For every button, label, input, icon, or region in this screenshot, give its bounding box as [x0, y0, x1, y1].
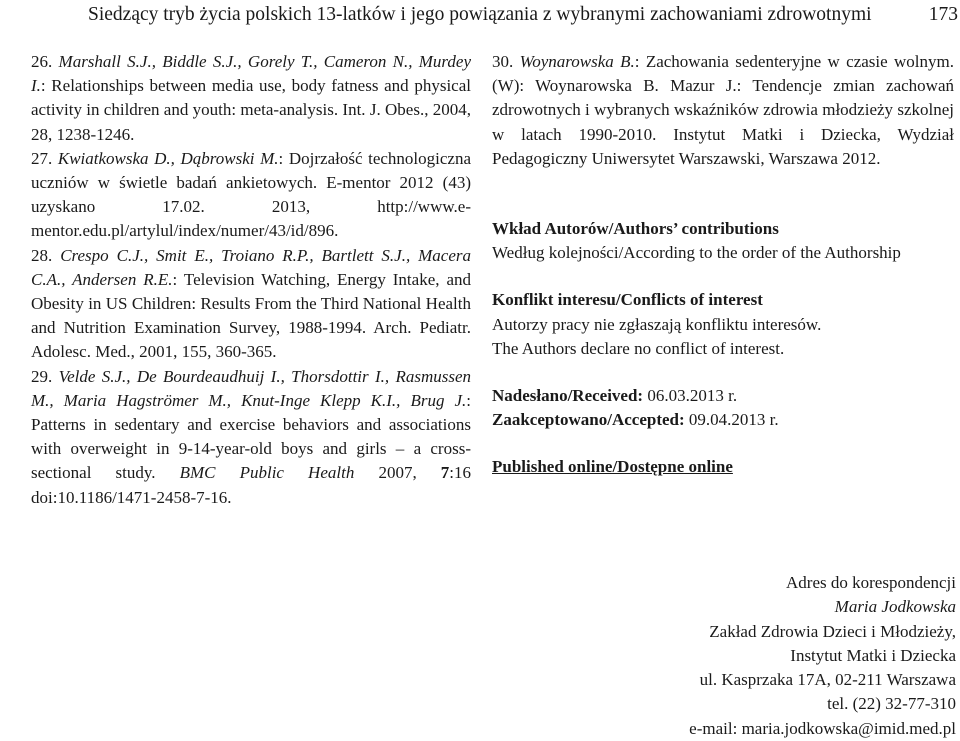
- reference-27: [31, 147, 471, 244]
- reference-authors: Crespo C.J., Smit E., Troiano R.P., Bartlett S.J., Macera C.A., Andersen R.E.: [31, 245, 471, 289]
- contributions-section: [492, 217, 954, 265]
- received-label: Nadesłano/Received:: [492, 386, 644, 406]
- received-value: 06.03.2013 r.: [643, 386, 738, 406]
- address-email[interactable]: e-mail: maria.jodkowska@imid.med.pl: [689, 718, 956, 738]
- reference-number: 27.: [31, 148, 53, 168]
- conflict-text-en: The Authors declare no conflict of interest.: [492, 338, 785, 358]
- reference-authors: Woynarowska B.: [519, 52, 635, 71]
- conflict-text-pl: Autorzy pracy nie zgłaszają konfliktu interesów.: [492, 314, 822, 334]
- reference-text: :16 doi:10.1186/1471-2458-7-16.: [31, 463, 472, 507]
- reference-29: [31, 365, 471, 510]
- address-phone: tel. (22) 32-77-310: [827, 694, 956, 714]
- contributions-text: Według kolejności/According to the order of the Authorship: [492, 243, 901, 263]
- reference-volume: 7: [440, 463, 450, 483]
- address-label: Adres do korespondencji: [786, 573, 956, 592]
- running-title: Siedzący tryb życia polskich 13-latków i jego powiązania z wybranymi zachowaniami zdrowotnymi: [88, 4, 872, 25]
- reference-text: : Television Watching, Energy Intake, and Obesity in US Children: Results From the Third National Health and Nutrition Examination Survey, 1988-1994. Arch. Pediatr. Adolesc. Med., 2001, 155, 360-365.: [31, 269, 471, 362]
- reference-28: [31, 244, 471, 365]
- published-online-link[interactable]: Published online/Dostępne online: [492, 457, 733, 477]
- conflict-heading: Konflikt interesu/Conflicts of interest: [492, 290, 763, 310]
- reference-text: : Relationships between media use, body fatness and physical activity in children and youth: meta-analysis. Int. J. Obes., 2004, 28, 1238-1246.: [31, 76, 471, 144]
- address-line: Zakład Zdrowia Dzieci i Młodzieży,: [709, 621, 956, 641]
- reference-26: [31, 50, 471, 147]
- reference-30: [492, 50, 954, 171]
- correspondence-address: [536, 571, 956, 741]
- accepted-line: [492, 408, 954, 432]
- reference-authors: Kwiatkowska D., Dąbrowski M.: [57, 148, 279, 168]
- references-column-left: [31, 50, 471, 510]
- reference-text: : Dojrzałość technologiczna uczniów w świetle badań ankietowych. E-mentor 2012 (43) uzyskano 17.02. 2013, http://www.e-mentor.edu.pl/artylul/index/numer/43/id/896.: [31, 148, 472, 241]
- accepted-label: Zaakceptowano/Accepted:: [492, 410, 685, 430]
- contributions-heading: Wkład Autorów/Authors’ contributions: [492, 219, 779, 239]
- page-number: 173: [928, 4, 958, 25]
- author-name: Maria Jodkowska: [834, 597, 956, 617]
- received-line: [492, 384, 954, 408]
- accepted-value: 09.04.2013 r.: [684, 410, 779, 430]
- right-column: [492, 50, 954, 480]
- page-header: [88, 0, 958, 30]
- address-line: Instytut Matki i Dziecka: [790, 645, 956, 665]
- reference-number: 30.: [492, 52, 514, 71]
- dates-section: [492, 384, 954, 432]
- reference-text: : Zachowania sedenteryjne w czasie wolnym. (W): Woynarowska B. Mazur J.: Tendencje zmian zachowań zdrowotnych i wybranych wskaźników zdrowia młodzieży szkolnej w latach 1990-2010. Instytut Matki i Dziecka, Wydział Pedagogiczny Uniwersytet Warszawski, Warszawa 2012.: [492, 52, 954, 168]
- reference-text: : Patterns in sedentary and exercise behaviors and associations with overweight in 9-14-year-old boys and girls – a cross-sectional study.: [31, 390, 471, 483]
- reference-authors: Marshall S.J., Biddle S.J., Gorely T., Cameron N., Murdey I.: [31, 52, 472, 96]
- address-name: [536, 595, 956, 619]
- address-line: ul. Kasprzaka 17A, 02-211 Warszawa: [699, 670, 956, 690]
- reference-journal: BMC Public Health: [179, 463, 355, 483]
- reference-authors: Velde S.J., De Bourdeaudhuij I., Thorsdottir I., Rasmussen M., Maria Hagströmer M., Knut-Inge Klepp K.I., Brug J.: [31, 366, 472, 410]
- reference-number: 29.: [31, 366, 53, 386]
- reference-text: 2007,: [354, 463, 441, 483]
- reference-number: 26.: [31, 52, 53, 71]
- reference-number: 28.: [31, 245, 53, 265]
- conflict-section: [492, 288, 954, 361]
